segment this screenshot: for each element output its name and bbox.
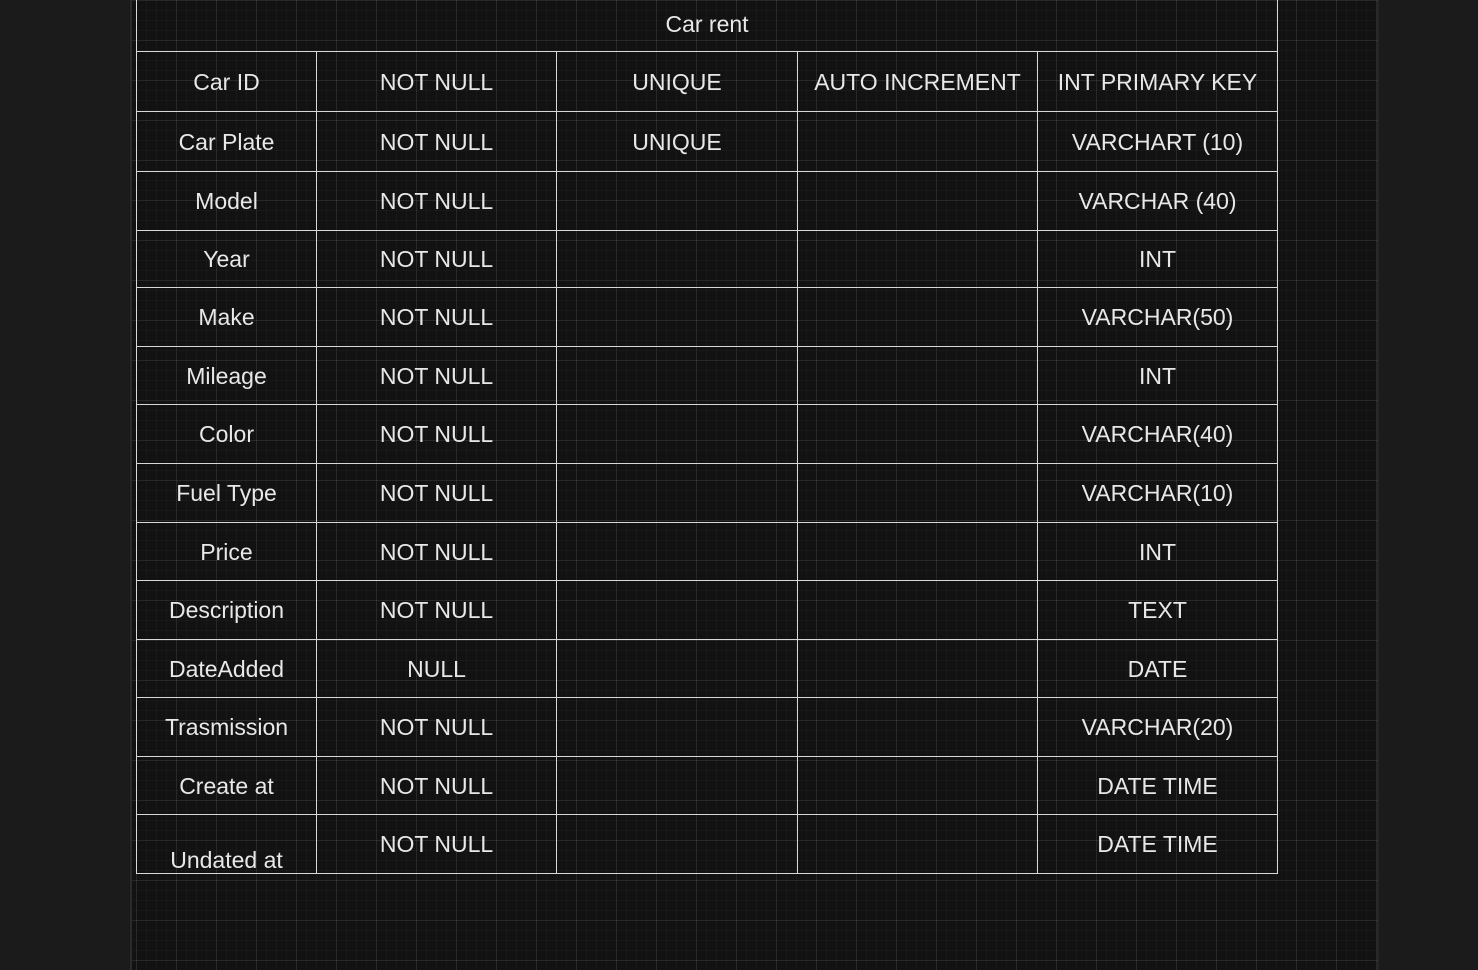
null-constraint-cell[interactable]: NOT NULL	[317, 581, 557, 640]
field-name-cell[interactable]: Mileage	[137, 347, 317, 405]
table-row[interactable]	[137, 464, 1277, 523]
unique-constraint-cell[interactable]: UNIQUE	[557, 112, 798, 172]
auto-increment-cell[interactable]	[798, 757, 1038, 815]
unique-constraint-cell[interactable]: UNIQUE	[557, 52, 798, 112]
field-name-cell[interactable]: Car ID	[137, 52, 317, 112]
entity-title[interactable]: Car rent	[137, 0, 1277, 52]
unique-constraint-cell[interactable]	[557, 815, 798, 874]
unique-constraint-cell[interactable]	[557, 464, 798, 523]
auto-increment-cell[interactable]	[798, 405, 1038, 464]
data-type-cell[interactable]: VARCHAR(40)	[1081, 421, 1234, 447]
field-name-cell[interactable]: Undated at	[137, 815, 317, 874]
unique-constraint-cell[interactable]	[557, 347, 798, 405]
data-type-cell[interactable]: TEXT	[1128, 597, 1187, 623]
data-type-cell[interactable]: INT PRIMARY KEY	[1057, 68, 1258, 95]
table-row[interactable]	[137, 757, 1277, 815]
unique-constraint-cell[interactable]	[557, 172, 798, 231]
null-constraint-cell[interactable]: NOT NULL	[317, 698, 557, 757]
unique-constraint-cell[interactable]	[557, 698, 798, 757]
auto-increment-cell[interactable]	[798, 288, 1038, 347]
data-type-cell[interactable]: VARCHAR(50)	[1081, 304, 1234, 330]
data-type-cell[interactable]: DATE TIME	[1097, 772, 1218, 799]
data-type-cell[interactable]: VARCHAR(20)	[1081, 714, 1234, 740]
unique-constraint-cell[interactable]	[557, 523, 798, 581]
field-name-cell[interactable]: Color	[137, 405, 317, 464]
null-constraint-cell[interactable]: NOT NULL	[317, 112, 557, 172]
auto-increment-cell[interactable]	[798, 464, 1038, 523]
null-constraint-cell[interactable]: NOT NULL	[317, 52, 557, 112]
field-name-cell[interactable]: Price	[137, 523, 317, 581]
table-row[interactable]	[137, 347, 1277, 405]
unique-constraint-cell[interactable]	[557, 640, 798, 698]
table-row[interactable]	[137, 523, 1277, 581]
auto-increment-cell[interactable]: AUTO INCREMENT	[798, 52, 1038, 112]
null-constraint-cell[interactable]: NOT NULL	[317, 405, 557, 464]
null-constraint-cell[interactable]: NOT NULL	[317, 815, 557, 874]
null-constraint-cell[interactable]: NOT NULL	[317, 757, 557, 815]
auto-increment-cell[interactable]	[798, 231, 1038, 288]
unique-constraint-cell[interactable]	[557, 757, 798, 815]
field-name-cell[interactable]: Trasmission	[137, 698, 317, 757]
table-row[interactable]	[137, 52, 1277, 112]
table-row[interactable]	[137, 405, 1277, 464]
data-type-cell[interactable]: VARCHART (10)	[1071, 128, 1244, 155]
data-type-cell[interactable]: INT	[1138, 362, 1177, 389]
auto-increment-cell[interactable]	[798, 523, 1038, 581]
field-name-cell[interactable]: Year	[137, 231, 317, 288]
table-row[interactable]	[137, 172, 1277, 231]
field-name-cell[interactable]: DateAdded	[137, 640, 317, 698]
data-type-cell[interactable]: DATE TIME	[1097, 831, 1218, 857]
null-constraint-cell[interactable]: NOT NULL	[317, 231, 557, 288]
table-row[interactable]	[137, 640, 1277, 698]
auto-increment-cell[interactable]	[798, 112, 1038, 172]
data-type-cell[interactable]: INT	[1138, 246, 1177, 272]
field-name-cell[interactable]: Car Plate	[137, 112, 317, 172]
auto-increment-cell[interactable]	[798, 698, 1038, 757]
data-type-cell[interactable]: VARCHAR(10)	[1081, 480, 1234, 506]
auto-increment-cell[interactable]	[798, 581, 1038, 640]
data-type-cell[interactable]: VARCHAR (40)	[1078, 188, 1237, 214]
unique-constraint-cell[interactable]	[557, 231, 798, 288]
table-row[interactable]	[137, 231, 1277, 288]
auto-increment-cell[interactable]	[798, 640, 1038, 698]
null-constraint-cell[interactable]: NOT NULL	[317, 288, 557, 347]
null-constraint-cell[interactable]: NOT NULL	[317, 523, 557, 581]
data-type-cell[interactable]: INT	[1138, 538, 1177, 565]
car-rent-entity-table[interactable]	[136, 0, 1278, 874]
table-row[interactable]	[137, 288, 1277, 347]
field-name-cell[interactable]: Create at	[137, 757, 317, 815]
null-constraint-cell[interactable]: NOT NULL	[317, 172, 557, 231]
table-row[interactable]	[137, 698, 1277, 757]
field-name-cell[interactable]: Description	[137, 581, 317, 640]
null-constraint-cell[interactable]: NULL	[317, 640, 557, 698]
canvas-edge-right	[1377, 0, 1379, 970]
table-row[interactable]	[137, 112, 1277, 172]
null-constraint-cell[interactable]: NOT NULL	[317, 347, 557, 405]
null-constraint-cell[interactable]: NOT NULL	[317, 464, 557, 523]
field-name-cell[interactable]: Make	[137, 288, 317, 347]
unique-constraint-cell[interactable]	[557, 581, 798, 640]
unique-constraint-cell[interactable]	[557, 405, 798, 464]
table-row[interactable]	[137, 815, 1277, 874]
auto-increment-cell[interactable]	[798, 347, 1038, 405]
auto-increment-cell[interactable]	[798, 815, 1038, 874]
field-name-cell[interactable]: Fuel Type	[137, 464, 317, 523]
auto-increment-cell[interactable]	[798, 172, 1038, 231]
unique-constraint-cell[interactable]	[557, 288, 798, 347]
data-type-cell[interactable]: DATE	[1127, 655, 1188, 682]
table-row[interactable]	[137, 581, 1277, 640]
field-name-cell[interactable]: Model	[137, 172, 317, 231]
